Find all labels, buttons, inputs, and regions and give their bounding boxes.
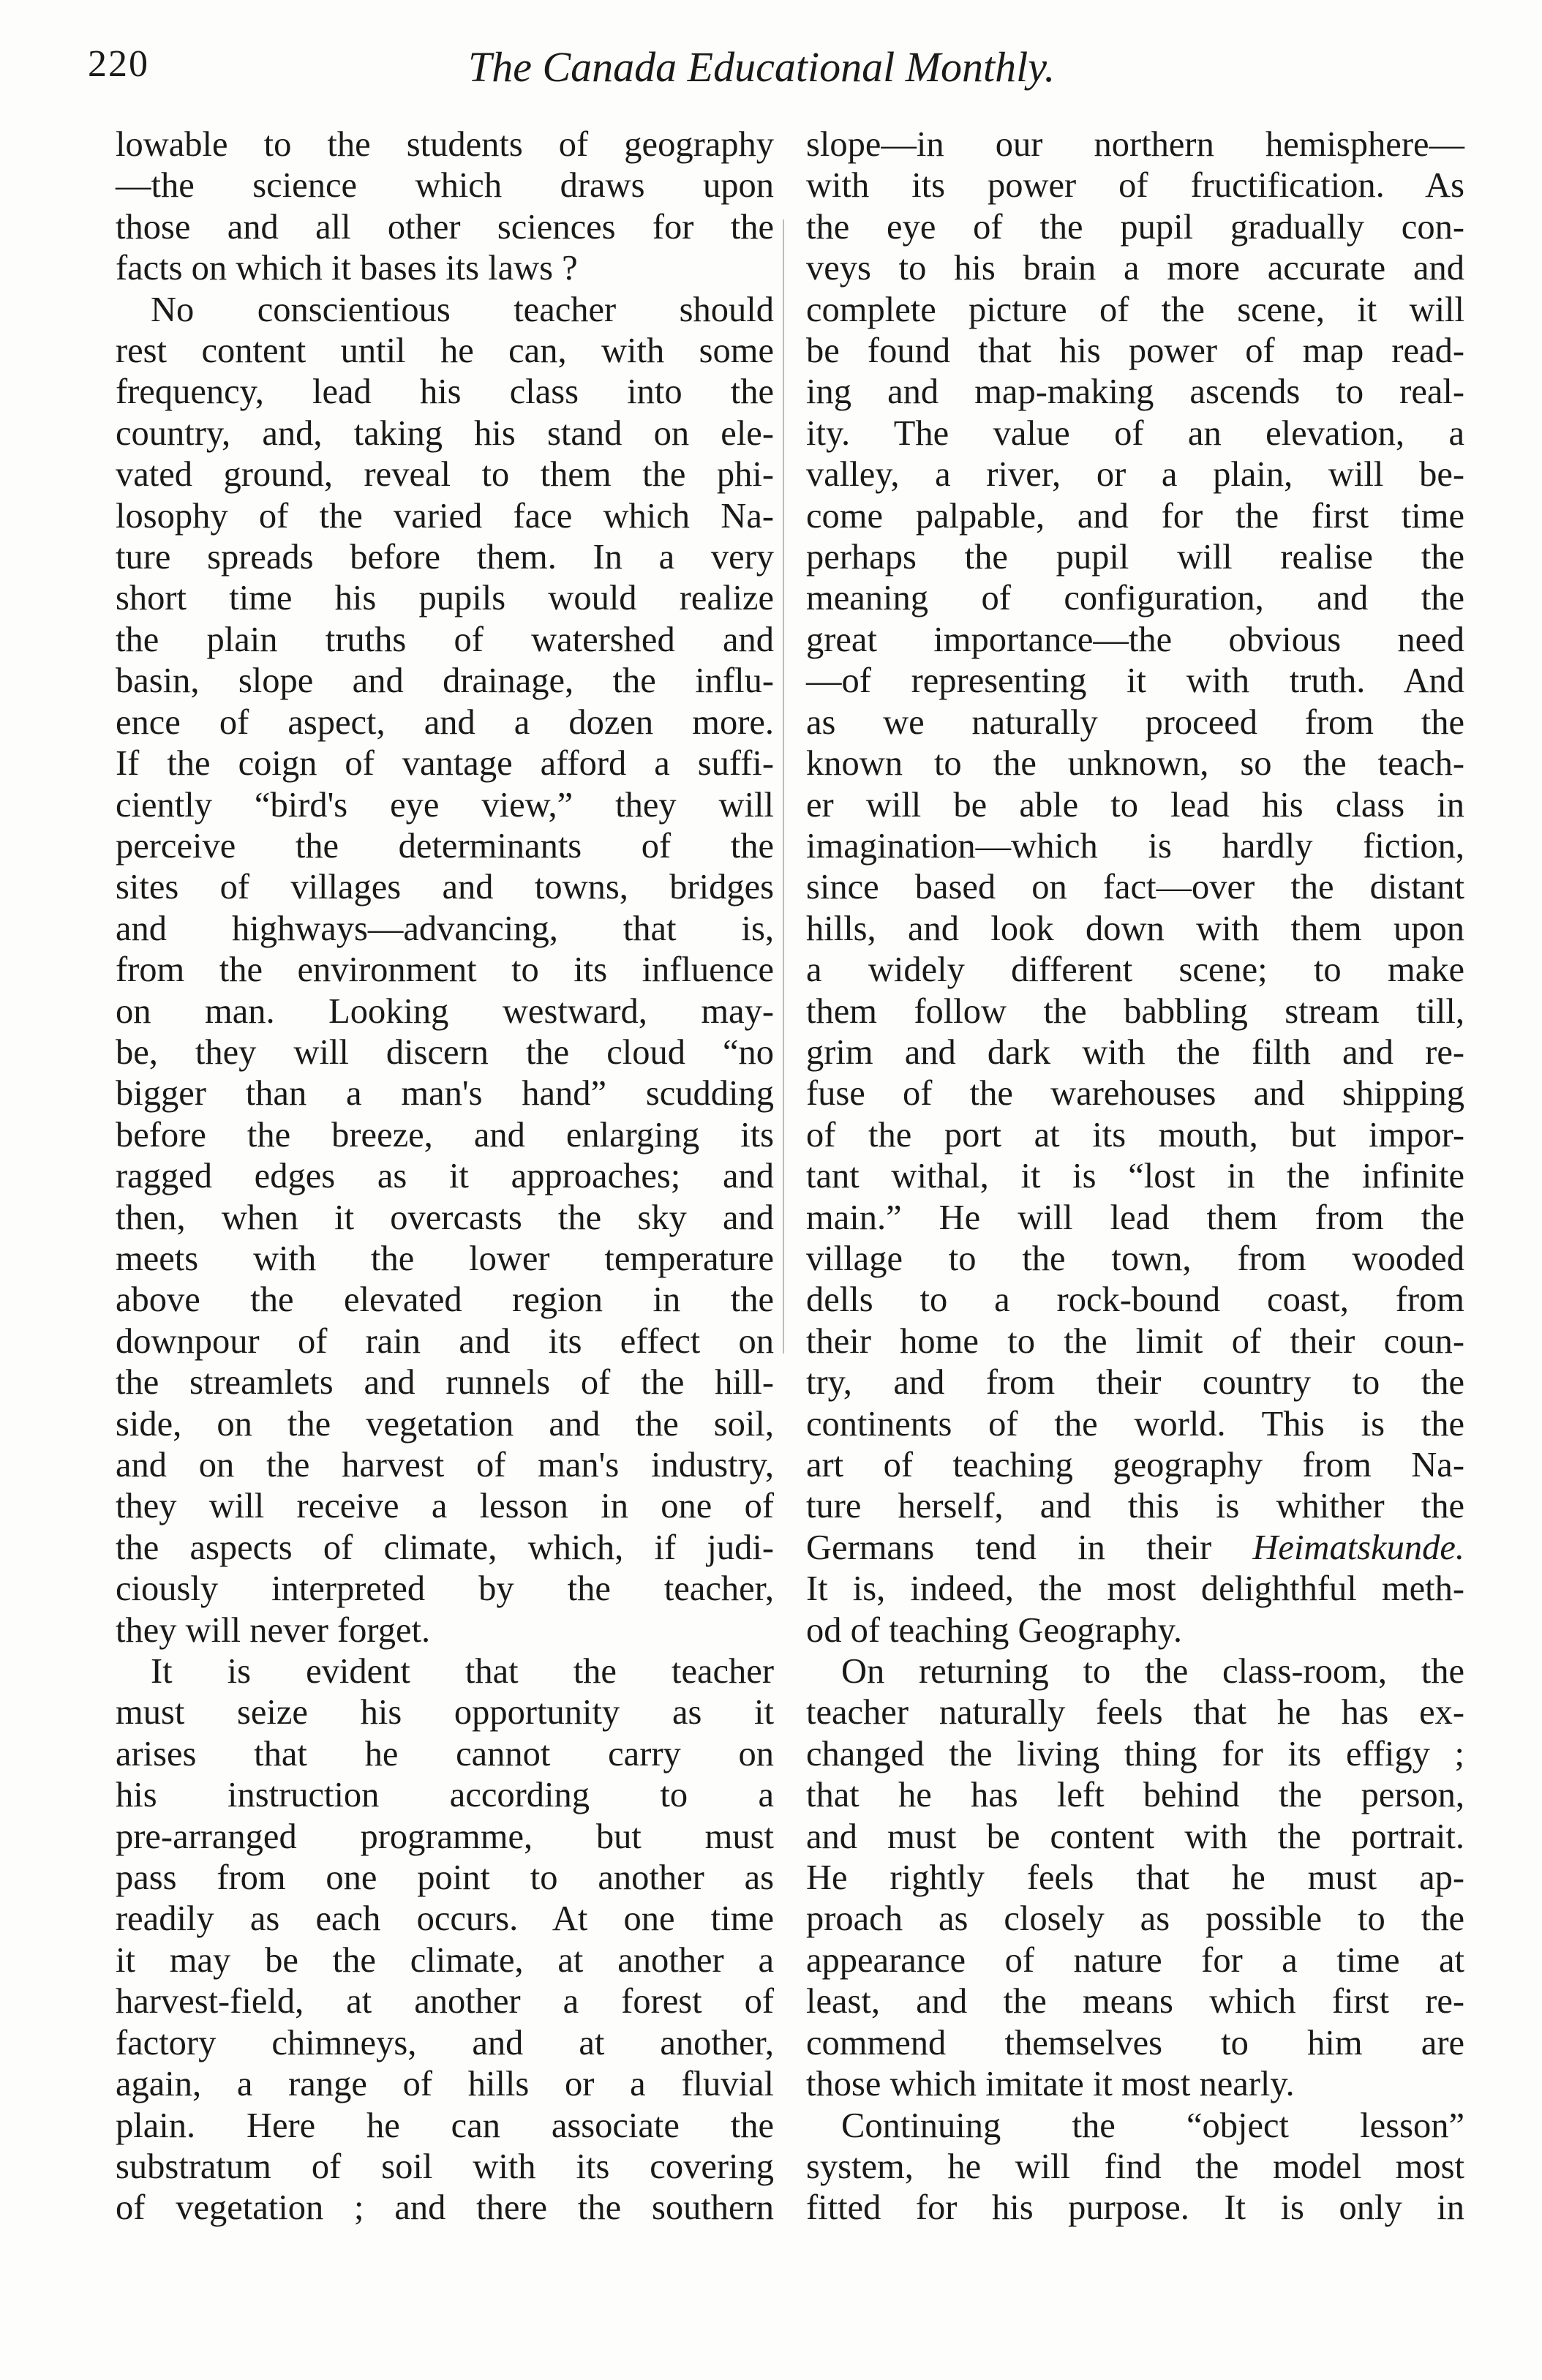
text-line: of the port at its mouth, but impor- (806, 1115, 1464, 1155)
text-line: fuse of the warehouses and shipping (806, 1074, 1464, 1114)
text-line: and must be content with the portrait. (806, 1817, 1464, 1856)
text-line: those and all other sciences for the (116, 207, 774, 247)
text-line: on man. Looking westward, may- (116, 991, 774, 1031)
text-line: the streamlets and runnels of the hill- (116, 1363, 774, 1403)
text-line: the aspects of climate, which, if judi- (116, 1528, 774, 1567)
text-line: proach as closely as possible to the (806, 1899, 1464, 1939)
text-line: art of teaching geography from Na- (806, 1446, 1464, 1484)
text-line: pre-arranged programme, but must (116, 1817, 774, 1856)
text-line: —the science which draws upon (116, 166, 774, 206)
text-line: changed the living thing for its effigy ; (806, 1734, 1464, 1773)
text-line: ing and map-making ascends to real- (806, 372, 1464, 412)
text-line: above the elevated region in the (116, 1280, 774, 1320)
text-line: Continuing the “object lesson” (841, 2106, 1464, 2145)
text-line: great importance—the obvious need (806, 620, 1464, 659)
text-line: arises that he cannot carry on (116, 1734, 774, 1773)
text-line: before the breeze, and enlarging its (116, 1115, 774, 1155)
text-line: system, he will find the model most (806, 2147, 1464, 2186)
foreign-term: Heimatskunde. (1252, 1528, 1464, 1567)
text-line: those which imitate it most nearly. (806, 2065, 1295, 2104)
text-line: and highways—advancing, that is, (116, 909, 774, 948)
text-line: from the environment to its influence (116, 950, 774, 990)
text-line: come palpable, and for the first time (806, 496, 1464, 536)
text-line: and on the harvest of man's industry, (116, 1446, 774, 1484)
text-line: them follow the babbling stream till, (806, 991, 1464, 1031)
text-line: meaning of configuration, and the (806, 579, 1464, 618)
text-line: continents of the world. This is the (806, 1404, 1464, 1444)
text-line: factory chimneys, and at another, (116, 2023, 774, 2062)
left-column (116, 124, 774, 2229)
text-line: —of representing it with truth. And (806, 661, 1464, 701)
text-line: known to the unknown, so the teach- (806, 744, 1464, 784)
text-line: ragged edges as it approaches; and (116, 1157, 774, 1196)
text-line: od of teaching Geography. (806, 1610, 1183, 1650)
text-line: readily as each occurs. At one time (116, 1899, 774, 1939)
text-line: plain. Here he can associate the (116, 2106, 774, 2145)
text-line: again, a range of hills or a fluvial (116, 2065, 774, 2104)
text-line: side, on the vegetation and the soil, (116, 1404, 774, 1444)
text-line: vated ground, reveal to them the phi- (116, 455, 774, 495)
text-line: appearance of nature for a time at (806, 1940, 1464, 1980)
text-line: facts on which it bases its laws ? (116, 249, 578, 288)
text-line: of vegetation ; and there the southern (116, 2188, 774, 2228)
text-line: as we naturally proceed from the (806, 702, 1464, 742)
right-column (806, 124, 1464, 2229)
text-line: substratum of soil with its covering (116, 2147, 774, 2186)
text-line: their home to the limit of their coun- (806, 1321, 1464, 1361)
text-line: slope—in our northern hemisphere— (806, 125, 1464, 164)
text-line: grim and dark with the filth and re- (806, 1032, 1464, 1072)
text-line: village to the town, from wooded (806, 1239, 1464, 1278)
text-line: On returning to the class-room, the (841, 1652, 1464, 1692)
page-number: 220 (88, 43, 149, 85)
text-line: rest content until he can, with some (116, 331, 774, 371)
text-line: er will be able to lead his class in (806, 785, 1464, 825)
text-line: It is, indeed, the most delighthful meth- (806, 1569, 1464, 1609)
text-line: veys to his brain a more accurate and (806, 249, 1464, 288)
text-line: losophy of the varied face which Na- (116, 496, 774, 536)
text-line: complete picture of the scene, it will (806, 290, 1464, 329)
text-line: main.” He will lead them from the (806, 1198, 1464, 1237)
text-line: that he has left behind the person, (806, 1776, 1464, 1815)
text-line: dells to a rock-bound coast, from (806, 1280, 1464, 1320)
text-line: with its power of fructification. As (806, 166, 1464, 206)
column-divider (783, 219, 784, 1354)
text-line: hills, and look down with them upon (806, 909, 1464, 948)
text-line: perceive the determinants of the (116, 826, 774, 866)
text-line: He rightly feels that he must ap- (806, 1858, 1464, 1898)
text-line: ciously interpreted by the teacher, (116, 1569, 774, 1609)
text-line: the plain truths of watershed and (116, 620, 774, 659)
text-line: the eye of the pupil gradually con- (806, 207, 1464, 247)
page-header (88, 42, 1448, 101)
text-line: harvest-field, at another a forest of (116, 1982, 774, 2022)
text-line: downpour of rain and its effect on (116, 1321, 774, 1361)
text-line: then, when it overcasts the sky and (116, 1198, 774, 1237)
text-line: short time his pupils would realize (116, 579, 774, 618)
text-line: frequency, lead his class into the (116, 372, 774, 412)
text-line: fitted for his purpose. It is only in (806, 2188, 1464, 2228)
text-line: tant withal, it is “lost in the infinite (806, 1157, 1464, 1196)
text-line: sites of villages and towns, bridges (116, 868, 774, 907)
text-line (806, 1528, 1464, 1569)
text-line: ence of aspect, and a dozen more. (116, 702, 774, 742)
text-line: ciently “bird's eye view,” they will (116, 785, 774, 825)
text-line: ture spreads before them. In a very (116, 538, 774, 577)
text-line: valley, a river, or a plain, will be- (806, 455, 1464, 495)
text-line: they will never forget. (116, 1610, 431, 1650)
text-line: country, and, taking his stand on ele- (116, 413, 774, 453)
text-line: If the coign of vantage afford a suffi- (116, 744, 774, 784)
text-line: commend themselves to him are (806, 2023, 1464, 2062)
text-line: lowable to the students of geography (116, 125, 774, 164)
text-line: it may be the climate, at another a (116, 1940, 774, 1980)
text-line: since based on fact—over the distant (806, 868, 1464, 907)
text-line: No conscientious teacher should (151, 290, 774, 329)
text-line: bigger than a man's hand” scudding (116, 1074, 774, 1114)
running-title: The Canada Educational Monthly. (468, 43, 1056, 91)
text-line: teacher naturally feels that he has ex- (806, 1693, 1464, 1733)
text-line: It is evident that the teacher (151, 1652, 774, 1692)
text-run: Germans tend in their (806, 1528, 1253, 1567)
text-line: basin, slope and drainage, the influ- (116, 661, 774, 701)
text-line: be found that his power of map read- (806, 331, 1464, 371)
text-line: least, and the means which first re- (806, 1982, 1464, 2022)
text-line: perhaps the pupil will realise the (806, 538, 1464, 577)
text-line: be, they will discern the cloud “no (116, 1032, 774, 1072)
text-line: his instruction according to a (116, 1776, 774, 1815)
text-line: a widely different scene; to make (806, 950, 1464, 990)
text-line: pass from one point to another as (116, 1858, 774, 1898)
text-line: imagination—which is hardly fiction, (806, 826, 1464, 866)
text-line: meets with the lower temperature (116, 1239, 774, 1278)
text-line: must seize his opportunity as it (116, 1693, 774, 1733)
text-line: try, and from their country to the (806, 1363, 1464, 1403)
text-line: ity. The value of an elevation, a (806, 413, 1464, 453)
text-line: ture herself, and this is whither the (806, 1487, 1464, 1526)
text-line: they will receive a lesson in one of (116, 1487, 774, 1526)
